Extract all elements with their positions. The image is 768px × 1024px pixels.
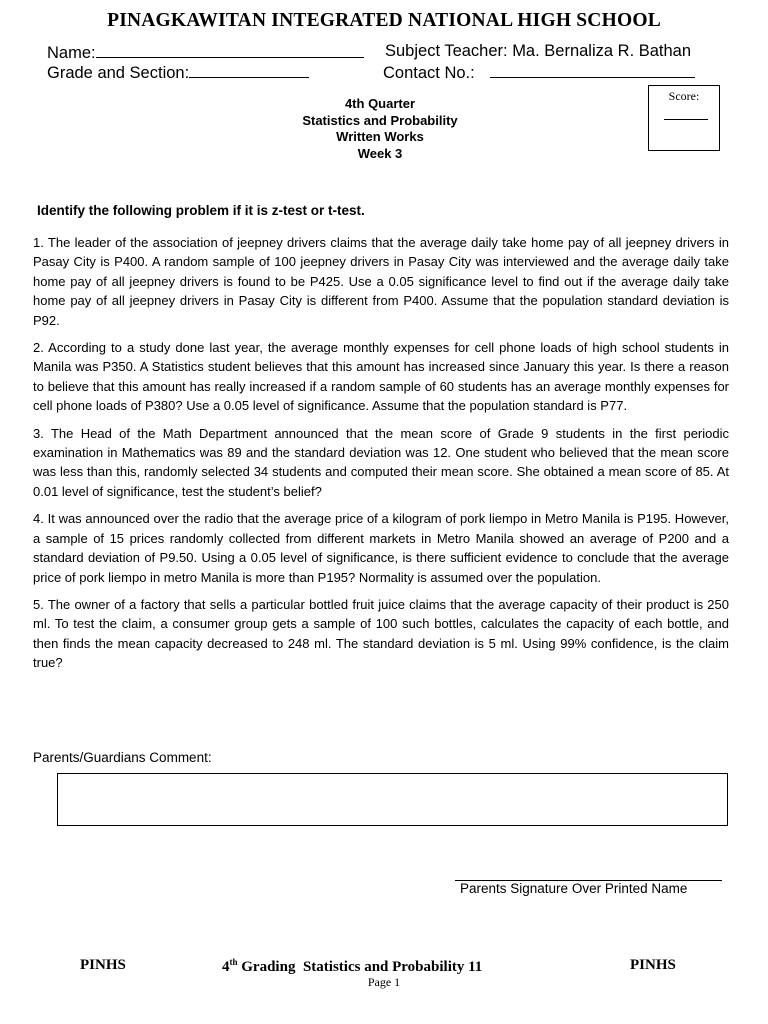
comment-box[interactable] (57, 773, 728, 826)
footer-right: PINHS (630, 957, 676, 973)
score-label: Score: (668, 89, 700, 103)
quarter-title: 4th Quarter (344, 96, 416, 111)
score-blank[interactable] (664, 119, 708, 120)
name-blank[interactable] (96, 42, 364, 58)
grade-section-field (47, 62, 309, 83)
question-1: 1. The leader of the association of jeepney drivers claims that the average daily take home pay of all jeepney drivers in Pasay City is P400. A random sample of 100 jeepney drivers in Pasay City was interviewed and the average daily take home pay of all jeepney drivers is found to be P425. Use a 0.05 significance level to find out if the average daily take home pay of all jeepney drivers in Pasay City is different from P400. Assume that the population standard deviation is P92. (33, 235, 729, 328)
score-box (648, 85, 720, 151)
instruction: Identify the following problem if it is z-test or t-test. (37, 203, 365, 218)
name-label: Name: (47, 44, 96, 62)
subject-teacher: Subject Teacher: Ma. Bernaliza R. Bathan (385, 42, 692, 60)
footer-center (222, 957, 482, 976)
footer-quarter-suffix: th (229, 957, 238, 967)
footer-subject: Grading Statistics and Probability 11 (237, 959, 483, 975)
question-2: 2. According to a study done last year, the average monthly expenses for cell phone loads of high school students in Manila was P350. A Statistics student believes that this amount has increased since January this year. Is there a reason to believe that this amount has really increased if a random sample of 60 students has an average monthly expenses for cell phone loads of P380? Use a 0.05 level of significance. Assume that the population standard is P77. (33, 340, 729, 414)
contact-blank[interactable] (490, 62, 695, 78)
contact-label: Contact No.: (383, 64, 475, 82)
comment-label: Parents/Guardians Comment: (33, 750, 212, 765)
footer-quarter-num: 4 (222, 959, 230, 975)
question-list (33, 233, 729, 681)
school-name: PINAGKAWITAN INTEGRATED NATIONAL HIGH SCHOOL (107, 10, 661, 31)
name-field (47, 42, 364, 63)
question-4: 4. It was announced over the radio that the average price of a kilogram of pork liempo in Metro Manila is P195. However, a sample of 15 prices randomly collected from different markets in Metro Manila showed an average of P200 and a standard deviation of P9.50. Using a 0.05 level of significance, is there sufficient evidence to conclude that the average price of pork liempo in metro Manila is more than P195? Normality is assumed over the population. (33, 511, 729, 585)
signature-label: Parents Signature Over Printed Name (460, 881, 688, 896)
grade-section-label: Grade and Section: (47, 64, 190, 82)
footer-left: PINHS (80, 957, 126, 973)
work-type-title: Written Works (336, 129, 424, 144)
week-title: Week 3 (357, 145, 403, 161)
question-5: 5. The owner of a factory that sells a particular bottled fruit juice claims that the average capacity of their product is 250 ml. To test the claim, a consumer group gets a sample of 100 such bottles, calculates the capacity of each bottle, and then finds the mean capacity decreased to 248 ml. The standard deviation is 5 ml. Using 99% confidence, is the claim true? (33, 596, 729, 671)
question-3: 3. The Head of the Math Department announced that the mean score of Grade 9 students in the first periodic examination in Mathematics was 89 and the standard deviation was 12. One student who believed that the mean score was less than this, randomly selected 34 students and computed their mean score. She obtained a mean score of 85. At 0.01 level of significance, test the student’s belief? (33, 425, 729, 499)
quiz-header (230, 96, 530, 162)
grade-section-blank[interactable] (189, 62, 309, 78)
page-number: Page 1 (367, 975, 401, 989)
contact-field (383, 62, 695, 83)
subject-title: Statistics and Probability (302, 112, 458, 128)
